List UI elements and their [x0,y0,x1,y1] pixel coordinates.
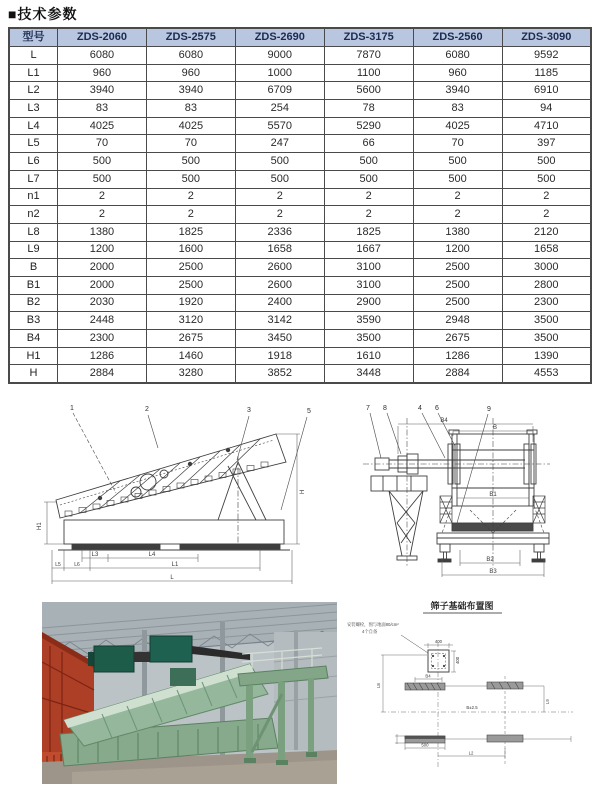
table-cell: 2884 [413,365,502,383]
row-label: L2 [9,82,58,100]
table-cell: 2500 [146,276,235,294]
column-header: ZDS-2060 [58,28,147,47]
row-label: L3 [9,100,58,118]
table-cell: 960 [413,64,502,82]
table-cell: 2 [58,206,147,224]
end-view-drawing [345,398,595,598]
table-cell: 2884 [58,365,147,383]
table-cell: 1658 [502,241,591,259]
table-cell: 3940 [146,82,235,100]
table-cell: 500 [58,153,147,171]
table-cell: 2300 [58,330,147,348]
bolt-plates [405,682,523,743]
row-label: B3 [9,312,58,330]
table-row [9,82,591,100]
table-cell: 6080 [146,47,235,65]
row-label: H1 [9,347,58,365]
table-cell: 3280 [146,365,235,383]
table-cell: 3142 [235,312,324,330]
table-cell: 1825 [324,223,413,241]
table-cell: 83 [146,100,235,118]
table-cell: 1610 [324,347,413,365]
table-cell: 4710 [502,117,591,135]
side-view-svg [30,398,340,598]
callout-label-6: 6 [435,405,439,412]
table-cell: 2500 [146,259,235,277]
table-cell: 2120 [502,223,591,241]
row-label: L7 [9,170,58,188]
spec-table-body [9,47,591,384]
spec-table-head [9,28,591,47]
table-cell: 66 [324,135,413,153]
table-cell: 1185 [502,64,591,82]
table-cell: 1200 [58,241,147,259]
column-header: ZDS-2575 [146,28,235,47]
table-cell: 5570 [235,117,324,135]
motor-stand [371,418,427,566]
table-cell: 1380 [413,223,502,241]
table-cell: 2 [146,206,235,224]
table-cell: 500 [235,153,324,171]
table-row [9,100,591,118]
table-cell: 2900 [324,294,413,312]
table-cell: 4025 [58,117,147,135]
callout-label-3: 3 [247,407,251,414]
row-label: n1 [9,188,58,206]
table-cell: 6080 [413,47,502,65]
screen-body [56,434,290,550]
table-row [9,312,591,330]
dimension-lines [398,424,544,577]
table-cell: 2500 [413,276,502,294]
table-cell: 94 [502,100,591,118]
table-row [9,153,591,171]
table-cell: 2 [58,188,147,206]
table-cell: 2 [235,206,324,224]
table-cell: 2 [502,188,591,206]
table-cell: 3100 [324,259,413,277]
table-cell: 2000 [58,276,147,294]
table-cell: 2 [324,206,413,224]
row-label: L4 [9,117,58,135]
dim-label-b1: B1 [489,492,497,498]
row-label: L6 [9,153,58,171]
table-cell: 1100 [324,64,413,82]
dim-label-b: B [492,425,498,431]
table-cell: 500 [502,153,591,171]
row-label: L1 [9,64,58,82]
table-cell: 500 [413,153,502,171]
dim-label-h: H [300,489,306,494]
table-cell: 2500 [413,259,502,277]
column-header: ZDS-3090 [502,28,591,47]
foundation-title: 筛子基础布置图 [430,601,494,611]
dim-plate-b4: B4 [425,673,431,679]
end-view-svg [345,398,595,598]
center-tolerance-label: B±2.5 [466,705,478,710]
table-cell: 83 [58,100,147,118]
callout-label-8: 8 [383,405,387,412]
row-label: B [9,259,58,277]
table-cell: 3000 [502,259,591,277]
table-cell: 3500 [502,330,591,348]
table-cell: 1390 [502,347,591,365]
header-row [9,28,591,47]
callout-leaders [73,413,307,510]
table-cell: 3500 [502,312,591,330]
table-cell: 70 [413,135,502,153]
table-cell: 1600 [146,241,235,259]
table-row [9,347,591,365]
callout-leaders [370,413,488,530]
column-header: ZDS-3175 [324,28,413,47]
dim-label-l4: L4 [148,552,156,558]
dim-label-b3: B3 [489,569,497,575]
table-cell: 1460 [146,347,235,365]
section-marker-icon: ■ [8,6,18,22]
column-header-model: 型号 [9,28,58,47]
dim-right-l9: L9 [545,699,550,704]
row-label: L9 [9,241,58,259]
table-cell: 5290 [324,117,413,135]
dim-label-l6: L6 [74,562,80,568]
table-cell: 500 [146,170,235,188]
callout-label-1: 1 [70,405,74,412]
row-label: n2 [9,206,58,224]
table-cell: 3448 [324,365,413,383]
table-cell: 6709 [235,82,324,100]
table-row [9,170,591,188]
callout-label-5: 5 [307,408,311,415]
table-cell: 397 [502,135,591,153]
table-cell: 7870 [324,47,413,65]
table-cell: 500 [502,170,591,188]
dim-square-width: 400 [434,639,443,644]
dim-label-b4: B4 [440,418,448,424]
table-row [9,365,591,383]
spec-table [8,27,592,384]
table-cell: 3100 [324,276,413,294]
foundation-note-2: 4个自备 [362,629,378,634]
foundation-diagram [345,598,600,793]
table-cell: 3120 [146,312,235,330]
table-row [9,223,591,241]
dim-label-b2: B2 [486,557,494,563]
column-header: ZDS-2560 [413,28,502,47]
row-label: L8 [9,223,58,241]
table-cell: 6080 [58,47,147,65]
table-cell: 4553 [502,365,591,383]
table-row [9,276,591,294]
table-cell: 1825 [146,223,235,241]
dim-left-l8: L8 [376,683,381,688]
table-cell: 2 [324,188,413,206]
table-cell: 4025 [413,117,502,135]
table-cell: 1380 [58,223,147,241]
table-cell: 9592 [502,47,591,65]
table-cell: 500 [146,153,235,171]
table-cell: 247 [235,135,324,153]
row-label: H [9,365,58,383]
table-cell: 2 [413,206,502,224]
table-cell: 500 [413,170,502,188]
table-cell: 5600 [324,82,413,100]
product-photo-svg [42,602,337,784]
table-cell: 2336 [235,223,324,241]
table-row [9,135,591,153]
table-cell: 500 [235,170,324,188]
dim-label-l5: L5 [55,562,61,568]
table-row [9,117,591,135]
table-cell: 1667 [324,241,413,259]
table-row [9,188,591,206]
table-cell: 500 [324,153,413,171]
rear-support [218,462,266,520]
row-label: B2 [9,294,58,312]
table-cell: 500 [58,170,147,188]
page-title-text: 技术参数 [17,6,78,22]
table-cell: 2675 [146,330,235,348]
table-cell: 3590 [324,312,413,330]
table-cell: 2448 [58,312,147,330]
dim-label-l3: L3 [91,552,99,558]
table-cell: 2600 [235,259,324,277]
table-cell: 1286 [58,347,147,365]
spring-mounts [65,462,268,516]
dim-l2: L2 [468,750,474,756]
table-cell: 9000 [235,47,324,65]
row-label: B1 [9,276,58,294]
table-cell: 3940 [58,82,147,100]
callout-label-4: 4 [418,405,422,412]
column-header: ZDS-2690 [235,28,324,47]
callout-label-2: 2 [145,406,149,413]
table-cell: 3852 [235,365,324,383]
table-cell: 2800 [502,276,591,294]
table-row [9,294,591,312]
table-cell: 2 [146,188,235,206]
table-cell: 2 [413,188,502,206]
table-cell: 254 [235,100,324,118]
table-row [9,259,591,277]
table-cell: 500 [324,170,413,188]
table-cell: 2400 [235,294,324,312]
table-cell: 70 [146,135,235,153]
table-row [9,206,591,224]
table-cell: 1918 [235,347,324,365]
side-view-drawing [30,398,340,598]
table-cell: 4025 [146,117,235,135]
table-cell: 1920 [146,294,235,312]
table-cell: 78 [324,100,413,118]
dim-label-l1: L1 [171,562,179,568]
foundation-svg [345,598,600,793]
table-row [9,241,591,259]
dim-500: 500 [421,742,429,748]
dim-label-h1: H1 [37,522,43,530]
table-cell: 2 [235,188,324,206]
row-label: L [9,47,58,65]
table-cell: 2600 [235,276,324,294]
table-cell: 1000 [235,64,324,82]
table-row [9,64,591,82]
table-cell: 2300 [502,294,591,312]
row-label: L5 [9,135,58,153]
base-frame [64,520,284,544]
table-cell: 1200 [413,241,502,259]
callout-label-7: 7 [366,405,370,412]
table-cell: 2000 [58,259,147,277]
table-cell: 2675 [413,330,502,348]
table-cell: 960 [58,64,147,82]
table-cell: 83 [413,100,502,118]
table-cell: 1658 [235,241,324,259]
foundation-note-1: 安装螺栓，图与地面80/cm² [347,622,399,627]
table-cell: 2948 [413,312,502,330]
product-photo [42,602,337,784]
dim-label-l: L [170,575,174,581]
dim-square-height: 400 [455,656,460,664]
table-row [9,47,591,65]
table-cell: 960 [146,64,235,82]
row-label: B4 [9,330,58,348]
callout-label-9: 9 [487,406,491,413]
table-cell: 70 [58,135,147,153]
table-cell: 3450 [235,330,324,348]
table-row [9,330,591,348]
table-cell: 3940 [413,82,502,100]
table-cell: 3500 [324,330,413,348]
table-cell: 2 [502,206,591,224]
table-cell: 2500 [413,294,502,312]
table-cell: 2030 [58,294,147,312]
table-cell: 1286 [413,347,502,365]
table-cell: 6910 [502,82,591,100]
page-title [8,4,77,24]
